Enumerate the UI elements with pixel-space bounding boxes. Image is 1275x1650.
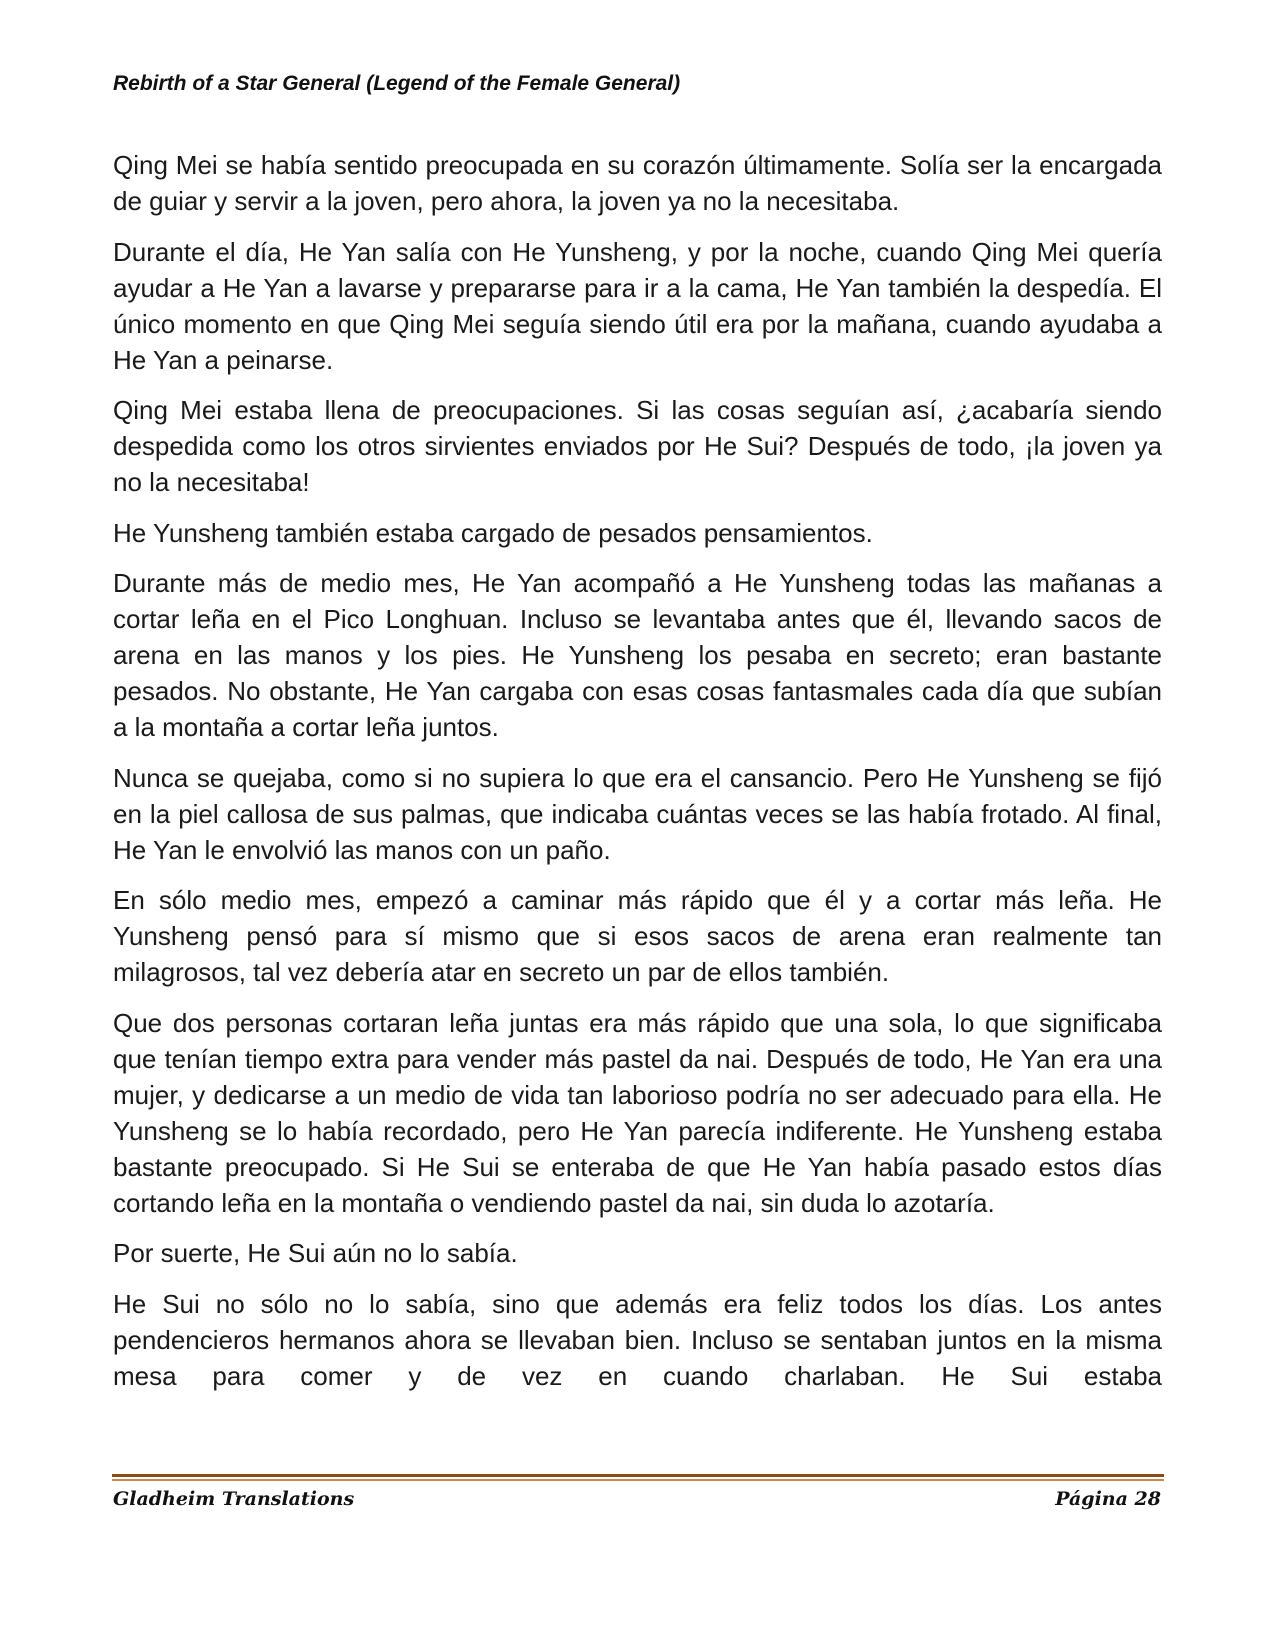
paragraph: Qing Mei se había sentido preocupada en su corazón últimamente. Solía ser la encargada de guiar y servir a la joven, pero ahora, la joven ya no la necesitaba. <box>113 150 1162 216</box>
footer-divider-light <box>112 1479 1164 1481</box>
paragraph: Qing Mei estaba llena de preocupaciones. Si las cosas seguían así, ¿acabaría siendo despedida como los otros sirvientes enviados por He Sui? Después de todo, ¡la joven ya no la necesitaba! <box>113 395 1162 497</box>
paragraph: Durante más de medio mes, He Yan acompañó a He Yunsheng todas las mañanas a cortar leña en el Pico Longhuan. Incluso se levantaba antes que él, llevando sacos de arena en las manos y los pies. He Yunsheng los pesaba en secreto; eran bastante pesados. No obstante, He Yan cargaba con esas cosas fantasmales cada día que subían a la montaña a cortar leña juntos. <box>113 568 1162 742</box>
paragraph: He Yunsheng también estaba cargado de pesados pensamientos. <box>113 517 873 548</box>
paragraph: Durante el día, He Yan salía con He Yunsheng, y por la noche, cuando Qing Mei quería ayudar a He Yan a lavarse y prepararse para ir a la cama, He Yan también la despedía. El único momento en que Qing Mei seguía siendo útil era por la mañana, cuando ayudaba a He Yan a peinarse. <box>113 236 1162 375</box>
paragraph: En sólo medio mes, empezó a caminar más rápido que él y a cortar más leña. He Yunsheng pensó para sí mismo que si esos sacos de arena eran realmente tan milagrosos, tal vez debería atar en secreto un par de ellos también. <box>113 885 1162 987</box>
paragraph: Que dos personas cortaran leña juntas era más rápido que una sola, lo que significaba que tenían tiempo extra para vender más pastel da nai. Después de todo, He Yan era una mujer, y dedicarse a un medio de vida tan laborioso podría no ser adecuado para ella. He Yunsheng se lo había recordado, pero He Yan parecía indiferente. He Yunsheng estaba bastante preocupado. Si He Sui se enteraba de que He Yan había pasado estos días cortando leña en la montaña o vendiendo pastel da nai, sin duda lo azotaría. <box>113 1007 1162 1218</box>
paragraph: Por suerte, He Sui aún no lo sabía. <box>113 1238 518 1268</box>
document-body <box>113 147 1162 1394</box>
document-header-title: Rebirth of a Star General (Legend of the Female General) <box>113 72 681 95</box>
footer-page-number: Página 28 <box>1055 1488 1161 1510</box>
paragraph: He Sui no sólo no lo sabía, sino que además era feliz todos los días. Los antes pendencieros hermanos ahora se llevaban bien. Incluso se sentaban juntos en la misma mesa para comer y de vez en cuando charlaban. He Sui estaba <box>113 1288 1162 1391</box>
footer-publisher: Gladheim Translations <box>113 1488 355 1510</box>
paragraph: Nunca se quejaba, como si no supiera lo que era el cansancio. Pero He Yunsheng se fijó en la piel callosa de sus palmas, que indicaba cuántas veces se las había frotado. Al final, He Yan le envolvió las manos con un paño. <box>113 762 1162 865</box>
footer-divider-dark <box>112 1474 1164 1477</box>
